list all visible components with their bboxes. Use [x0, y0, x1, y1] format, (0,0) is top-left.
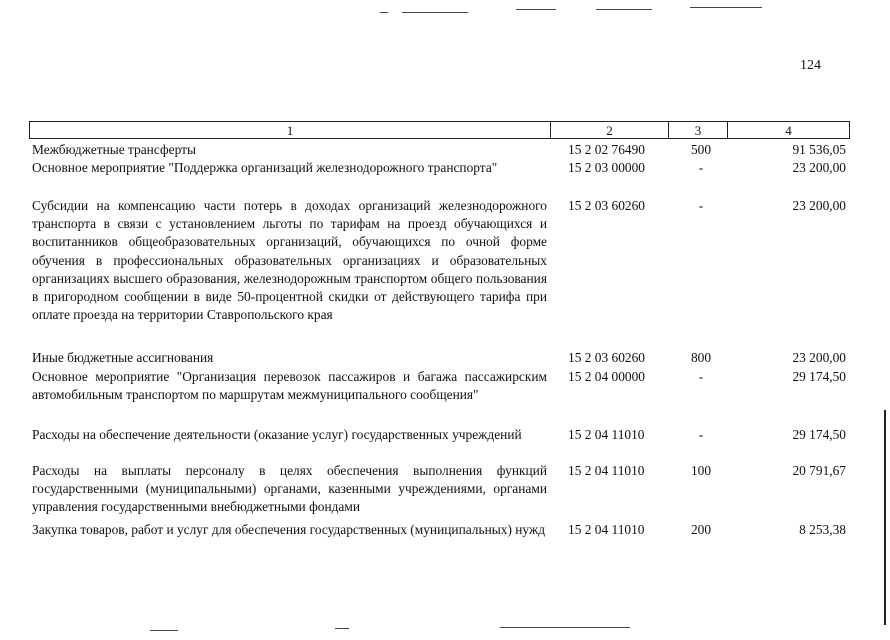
- column-header-4: 4: [785, 123, 792, 138]
- row-code: 15 2 02 76490: [568, 142, 645, 157]
- row-code: 15 2 03 60260: [568, 350, 645, 365]
- scan-artifact-line: [335, 628, 349, 629]
- page-number: 124: [800, 58, 821, 73]
- scan-artifact-line: [380, 12, 388, 13]
- scan-artifact-line: [516, 9, 556, 10]
- row-expense-type: 500: [690, 142, 712, 157]
- row-name: Расходы на обеспечение деятельности (оказание услуг) государственных учреждений: [32, 427, 522, 442]
- scan-edge-shadow: [884, 410, 886, 625]
- scan-artifact-line: [690, 7, 762, 8]
- row-code: 15 2 04 11010: [568, 463, 645, 478]
- row-code: 15 2 03 60260: [568, 198, 645, 213]
- row-sum: 29 174,50: [792, 427, 846, 442]
- scan-artifact-line: [150, 630, 178, 631]
- row-sum: 8 253,38: [799, 522, 846, 537]
- row-sum: 23 200,00: [792, 160, 846, 175]
- row-code: 15 2 04 11010: [568, 522, 645, 537]
- row-expense-type: -: [698, 160, 704, 175]
- row-name: Иные бюджетные ассигнования: [32, 350, 214, 365]
- row-code: 15 2 03 00000: [568, 160, 645, 175]
- row-code: 15 2 04 11010: [568, 427, 645, 442]
- column-header-1: 1: [30, 122, 551, 138]
- scan-artifact-line: [500, 627, 630, 628]
- row-expense-type: -: [698, 198, 704, 213]
- scan-artifact-line: [596, 9, 652, 10]
- row-sum: 20 791,67: [792, 463, 846, 478]
- row-expense-type: -: [698, 427, 704, 442]
- row-sum: 91 536,05: [792, 142, 846, 157]
- row-expense-type: 200: [690, 522, 712, 537]
- row-name: Закупка товаров, работ и услуг для обеспечения государственных (муниципальных) нужд: [32, 522, 546, 537]
- row-sum: 23 200,00: [792, 198, 846, 213]
- row-name: Основное мероприятие "Поддержка организаций железнодорожного транспорта": [32, 160, 498, 175]
- column-header-3: 3: [669, 122, 728, 138]
- column-header-2: 2: [551, 122, 669, 138]
- row-expense-type: -: [698, 369, 704, 384]
- row-code: 15 2 04 00000: [568, 369, 645, 384]
- row-name: Основное мероприятие "Организация перевозок пассажиров и багажа пассажирским автомобильным транспортом по маршрутам межмуниципального сообщения": [32, 369, 547, 403]
- row-sum: 29 174,50: [792, 369, 846, 384]
- row-expense-type: 100: [690, 463, 712, 478]
- scan-artifact-line: [402, 12, 468, 13]
- row-name: Субсидии на компенсацию части потерь в доходах организаций железнодорожного транспорта в связи с установлением льготы по тарифам на проезд обучающихся и воспитанников общеобразовательных организаций, обучающихся по очной форме обучения в профессиональных образовательных организациях и образовательных организациях высшего образования, железнодорожным транспортом общего пользования в пригородном сообщении в виде 50-процентной скидки от действующего тарифа при оплате проезда на территории Ставропольского края: [32, 198, 547, 323]
- row-name: Межбюджетные трансферты: [32, 142, 196, 157]
- row-name: Расходы на выплаты персоналу в целях обеспечения выполнения функций государственными (муниципальными) органами, казенными учреждениями, органами управления государственными внебюджетными фондами: [32, 463, 547, 515]
- row-expense-type: 800: [690, 350, 712, 365]
- row-sum: 23 200,00: [792, 350, 846, 365]
- table-header: [29, 121, 850, 139]
